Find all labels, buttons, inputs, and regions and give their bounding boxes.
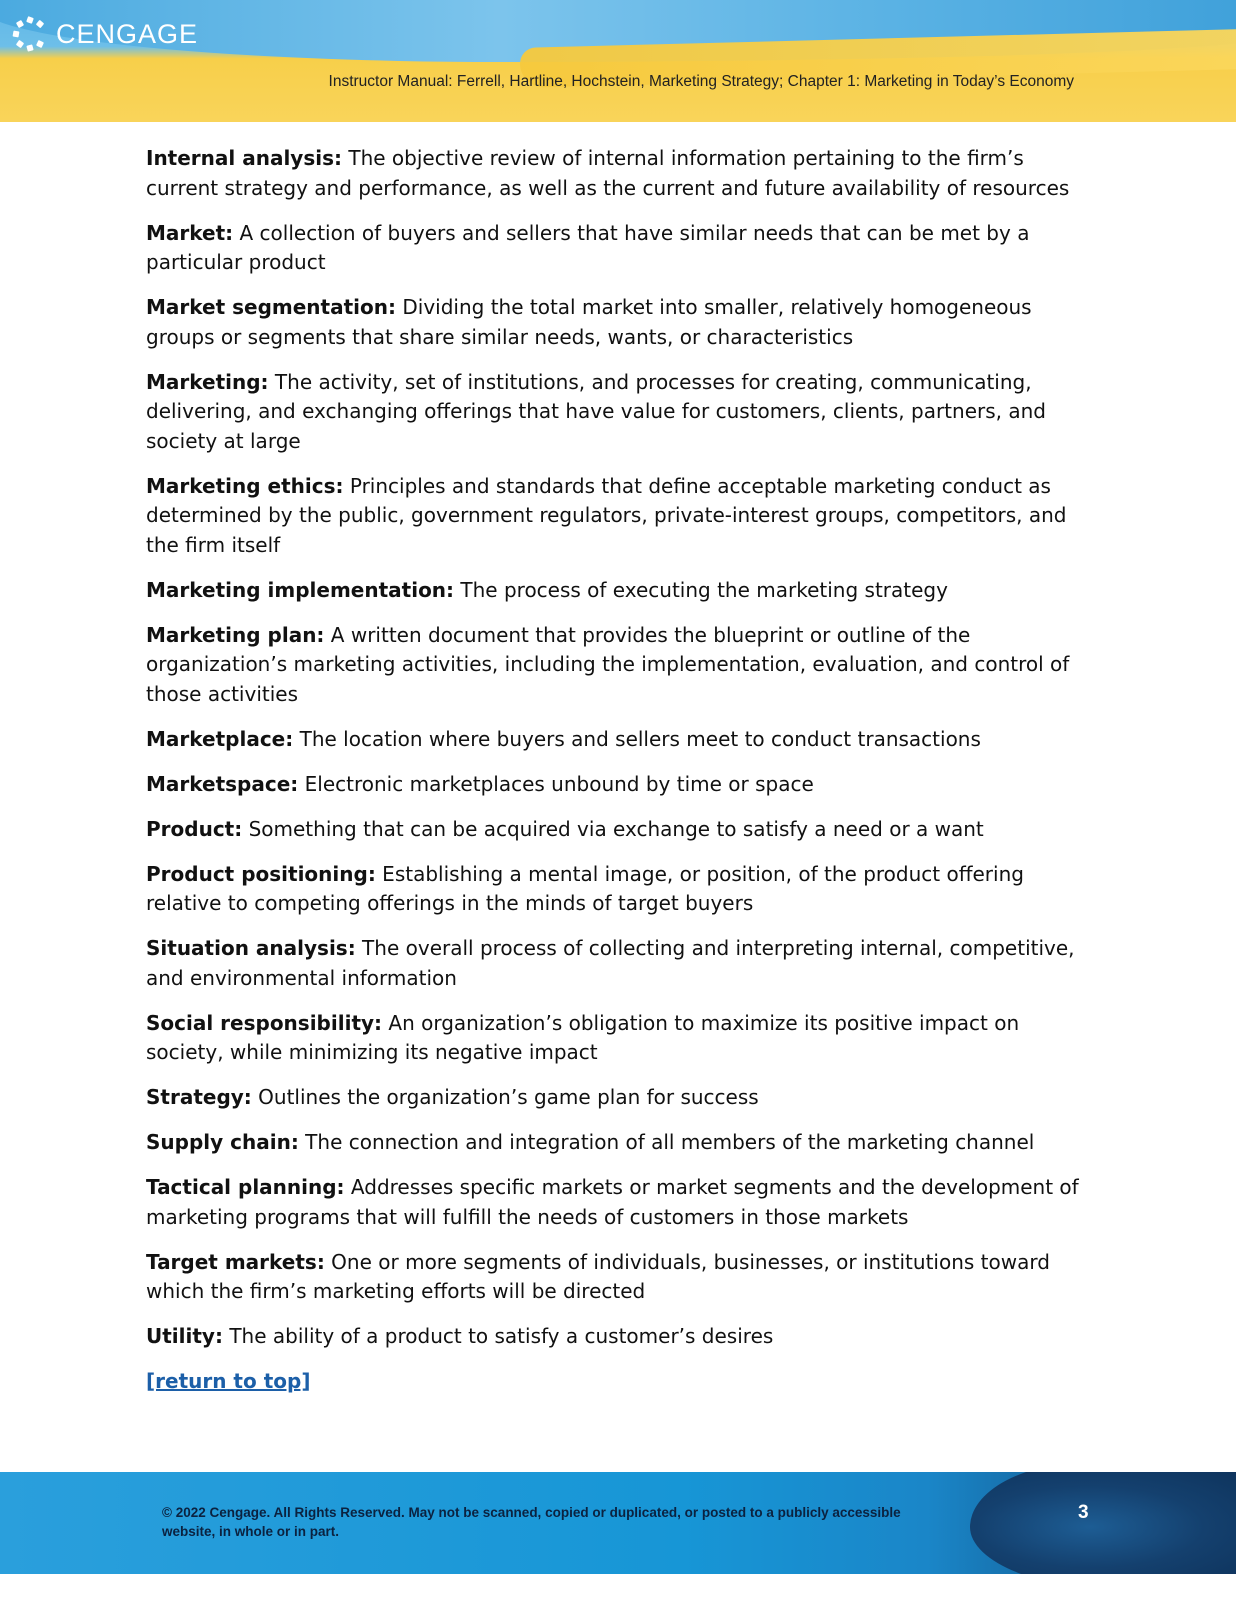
glossary-entry <box>146 815 1096 845</box>
glossary-term: Marketing: <box>146 369 269 394</box>
glossary-definition: The process of executing the marketing strategy <box>454 577 948 602</box>
glossary-term: Strategy: <box>146 1085 252 1109</box>
glossary-definition: Something that can be acquired via exchange to satisfy a need or a want <box>242 816 984 841</box>
page-header <box>0 0 1236 122</box>
glossary-entry <box>146 144 1096 203</box>
copyright-notice: © 2022 Cengage. All Rights Reserved. May not be scanned, copied or duplicated, or posted to a publicly accessible website, in whole or in part. <box>162 1505 901 1539</box>
glossary-term: Utility: <box>146 1324 223 1348</box>
glossary-entry <box>146 1009 1096 1068</box>
glossary-term: Market: <box>146 220 234 245</box>
glossary-definition: Outlines the organization’s game plan for success <box>251 1085 759 1109</box>
glossary-definition: The overall process of collecting and interpreting internal, competitive, and environmental information <box>146 936 1075 990</box>
glossary-entry <box>146 219 1096 278</box>
glossary-entry <box>146 725 1096 755</box>
glossary-term: Market segmentation: <box>146 295 396 319</box>
glossary-term: Product positioning: <box>146 861 376 886</box>
glossary-definition: Principles and standards that define acceptable marketing conduct as determined by the public, government regulators, private-interest groups, competitors, and the firm itself <box>146 473 1067 557</box>
glossary-list <box>146 144 1096 1397</box>
glossary-definition: Addresses specific markets or market segments and the development of marketing programs that will fulfill the needs of customers in those markets <box>146 1175 1079 1229</box>
page-footer <box>0 1472 1236 1574</box>
glossary-definition: Electronic marketplaces unbound by time or space <box>298 771 814 796</box>
logo-text: CENGAGE <box>56 18 199 49</box>
glossary-entry <box>146 934 1096 993</box>
glossary-entry <box>146 1128 1096 1158</box>
glossary-definition: The objective review of internal information pertaining to the firm’s current strategy and performance, as well as the current and future availability of resources <box>146 146 1070 200</box>
glossary-entry <box>146 1083 1096 1113</box>
glossary-entry <box>146 472 1096 561</box>
glossary-term: Marketing ethics: <box>146 473 344 498</box>
glossary-entry <box>146 1322 1096 1352</box>
glossary-term: Target markets: <box>146 1249 325 1274</box>
glossary-definition: The location where buyers and sellers meet to conduct transactions <box>293 726 981 751</box>
glossary-definition: The ability of a product to satisfy a customer’s desires <box>222 1324 774 1348</box>
glossary-entry <box>146 860 1096 919</box>
glossary-term: Marketplace: <box>146 726 294 751</box>
cengage-logo-icon <box>12 16 48 52</box>
glossary-term: Marketspace: <box>146 771 299 796</box>
running-head: Instructor Manual: Ferrell, Hartline, Hochstein, Marketing Strategy; Chapter 1: Marketing in Today’s Economy <box>328 73 1074 90</box>
glossary-definition: A collection of buyers and sellers that have similar needs that can be met by a particular product <box>146 220 1030 274</box>
glossary-entry <box>146 621 1096 710</box>
glossary-definition: Dividing the total market into smaller, relatively homogeneous groups or segments that share similar needs, wants, or characteristics <box>146 295 1032 349</box>
glossary-definition: The connection and integration of all members of the marketing channel <box>298 1130 1035 1154</box>
glossary-term: Marketing implementation: <box>146 577 455 602</box>
glossary-entry <box>146 1248 1096 1307</box>
glossary-entry <box>146 368 1096 457</box>
glossary-term: Supply chain: <box>146 1130 299 1154</box>
glossary-term: Situation analysis: <box>146 936 356 960</box>
glossary-term: Social responsibility: <box>146 1010 383 1035</box>
glossary-entry <box>146 1173 1096 1232</box>
glossary-term: Internal analysis: <box>146 146 343 170</box>
footer-dark-accent <box>970 1472 1236 1574</box>
glossary-definition: A written document that provides the blueprint or outline of the organization’s marketing activities, including the implementation, evaluation, and control of those activities <box>146 622 1070 706</box>
cengage-logo <box>12 14 198 54</box>
glossary-definition: One or more segments of individuals, businesses, or institutions toward which the firm’s marketing efforts will be directed <box>146 1249 1050 1303</box>
page-number: 3 <box>1078 1502 1089 1523</box>
glossary-definition: Establishing a mental image, or position, of the product offering relative to competing offerings in the minds of target buyers <box>146 861 1024 915</box>
glossary-term: Product: <box>146 816 243 841</box>
glossary-entry <box>146 770 1096 800</box>
return-to-top-link[interactable]: [return to top] <box>146 1369 311 1393</box>
glossary-term: Marketing plan: <box>146 622 325 647</box>
glossary-entry <box>146 576 1096 606</box>
glossary-term: Tactical planning: <box>146 1175 345 1199</box>
glossary-definition: An organization’s obligation to maximize its positive impact on society, while minimizing its negative impact <box>146 1010 1020 1064</box>
glossary-entry <box>146 293 1096 352</box>
glossary-definition: The activity, set of institutions, and processes for creating, communicating, delivering, and exchanging offerings that have value for customers, clients, partners, and society at large <box>146 369 1046 453</box>
